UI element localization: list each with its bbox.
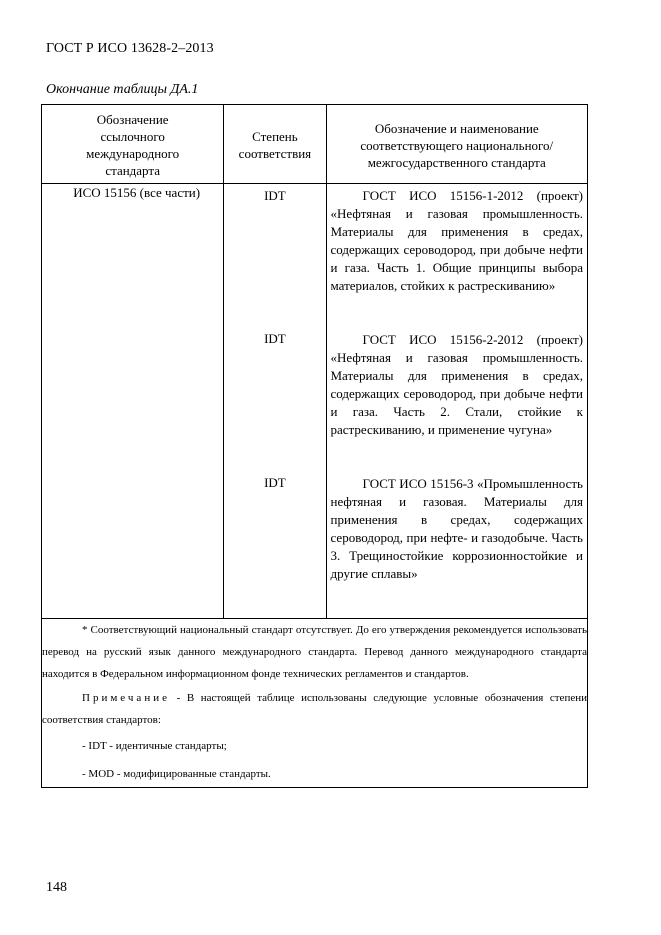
national-standard-entry: ГОСТ ИСО 15156-2-2012 (проект) «Нефтяная и газовая промышленность. Материалы для применения в средах, содержащих сероводород, при добыче нефти и газа. Часть 2. Стали, стойкие к растрескиванию, и применение чугуна» (330, 332, 583, 437)
legend-item: - MOD - модифицированные стандарты. (82, 768, 271, 780)
table-header-row (42, 105, 588, 184)
degree-value: IDT (264, 188, 286, 203)
column-header-reference: Обозначение ссылочного международного стандарта (42, 105, 224, 184)
degree-value: IDT (264, 331, 286, 346)
national-standard-column (326, 184, 588, 619)
note-label: Примечание (82, 692, 170, 704)
table-row (42, 184, 588, 619)
national-standard-entry: ГОСТ ИСО 15156-1-2012 (проект) «Нефтяная и газовая промышленность. Материалы для применения в средах, содержащих сероводород, при добыче нефти и газа. Часть 1. Общие принципы выбора материалов, стойких к растрескиванию» (330, 188, 583, 293)
degree-value: IDT (264, 475, 286, 490)
table-caption: Окончание таблицы ДА.1 (46, 82, 199, 97)
column-header-standard: Обозначение и наименование соответствующего национального/межгосударственного стандарта (326, 105, 588, 184)
national-standard-entry: ГОСТ ИСО 15156-3 «Промышленность нефтяная и газовая. Материалы для применения в средах, содержащих сероводород, при нефте- и газодобыче. Часть 3. Трещиностойкие коррозионностойкие и другие сплавы» (330, 476, 583, 581)
degree-column (224, 184, 326, 619)
correspondence-table (41, 104, 588, 788)
legend-item: - IDT - идентичные стандарты; (82, 740, 227, 752)
footnote-text: * Соответствующий национальный стандарт отсутствует. До его утверждения рекомендуется использовать перевод на русский язык данного международного стандарта. Перевод данного международного стандарта находится в Федеральном информационном фонде технических регламентов и стандартов. (42, 624, 587, 680)
column-header-degree: Степень соответствия (224, 105, 326, 184)
page-number: 148 (46, 880, 67, 895)
reference-standard: ИСО 15156 (все части) (73, 185, 201, 200)
footnote-cell (42, 619, 588, 788)
document-code: ГОСТ Р ИСО 13628-2–2013 (46, 41, 214, 56)
note-paragraph (42, 687, 587, 731)
footnote-row (42, 619, 588, 788)
note-text: - В настоящей таблице использованы следующие условные обозначения степени соответствия стандартов: (42, 692, 587, 726)
reference-standard-cell (42, 184, 224, 619)
